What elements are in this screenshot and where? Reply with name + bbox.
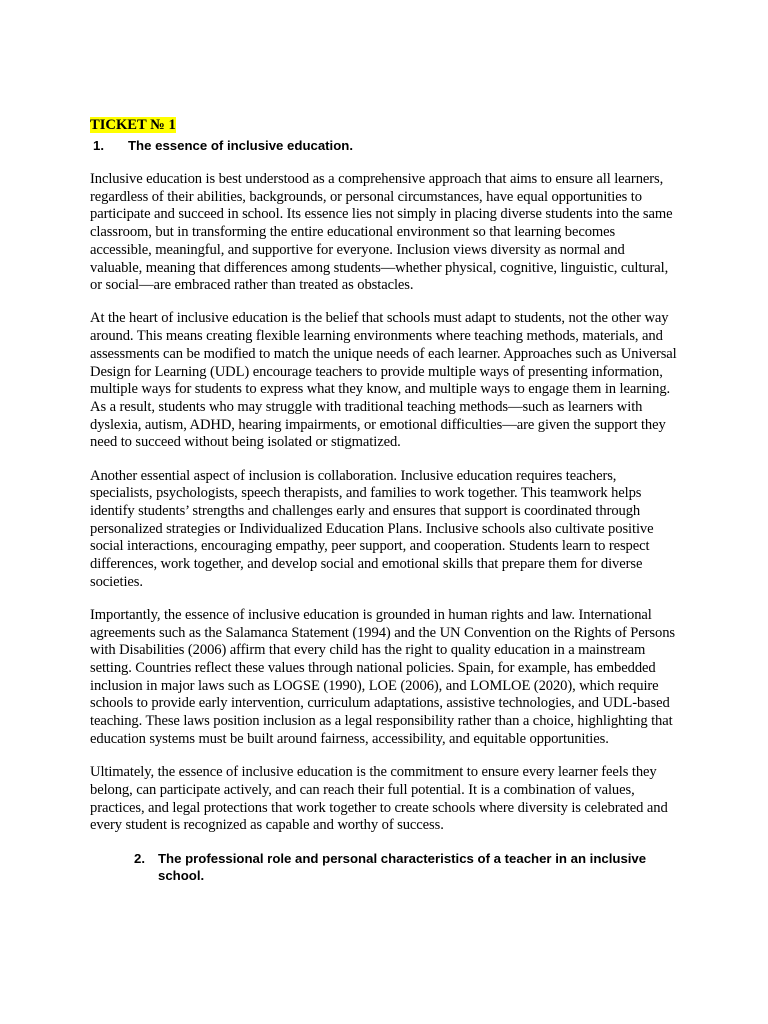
paragraph-1: Inclusive education is best understood as a comprehensive approach that aims to ensure all learners, regardless of their abilities, backgrounds, or personal circumstances, have equal opportunities to participate and succeed in school. Its essence lies not simply in placing diverse students into the same classroom, but in transforming the entire educational environment so that learning becomes accessible, meaningful, and supportive for everyone. Inclusion views diversity as normal and valuable, meaning that differences among students—whether physical, cognitive, linguistic, cultural, or social—are embraced rather than treated as obstacles. [90, 171, 673, 294]
paragraph-5: Ultimately, the essence of inclusive education is the commitment to ensure every learner feels they belong, can participate actively, and can reach their full potential. It is a combination of values, practices, and legal protections that work together to create schools where diversity is celebrated and every student is recognized as capable and worthy of success. [90, 764, 668, 834]
question-2-heading [134, 850, 680, 884]
ticket-heading [90, 116, 680, 135]
question-2-number: 2. [134, 851, 145, 867]
paragraph-3: Another essential aspect of inclusion is collaboration. Inclusive education requires teachers, specialists, psychologists, speech therapists, and families to work together. This teamwork helps identify students’ strengths and challenges early and ensures that support is coordinated through personalized strategies or Individualized Education Plans. Inclusive schools also cultivate positive social interactions, encouraging empathy, peer support, and cooperation. Students learn to respect differences, work together, and develop social and emotional skills that prepare them for diverse societies. [90, 467, 654, 590]
question-2-title: The professional role and personal characteristics of a teacher in an inclusive school. [158, 851, 647, 884]
document-body [90, 116, 680, 884]
question-1-number: 1. [93, 138, 104, 153]
question-1-title: The essence of inclusive education. [128, 138, 353, 153]
ticket-label: TICKET № 1 [90, 117, 176, 133]
paragraph-2: At the heart of inclusive education is the belief that schools must adapt to students, not the other way around. This means creating flexible learning environments where teaching methods, materials, and assessments can be modified to match the unique needs of each learner. Approaches such as Universal Design for Learning (UDL) encourage teachers to provide multiple ways of presenting information, multiple ways for students to express what they know, and multiple ways to engage them in learning. As a result, students who may struggle with traditional teaching methods—such as learners with dyslexia, autism, ADHD, hearing impairments, or emotional difficulties—are given the support they need to succeed without being isolated or stigmatized. [90, 310, 677, 451]
paragraph-4: Importantly, the essence of inclusive education is grounded in human rights and law. International agreements such as the Salamanca Statement (1994) and the UN Convention on the Rights of Persons with Disabilities (2006) affirm that every child has the right to quality education in a mainstream setting. Countries reflect these values through national policies. Spain, for example, has embedded inclusion in major laws such as LOGSE (1990), LOE (2006), and LOMLOE (2020), which require schools to provide early intervention, curriculum adaptations, assistive technologies, and UDL-based teaching. These laws position inclusion as a legal responsibility rather than a choice, highlighting that education systems must be built around fairness, accessibility, and equitable opportunities. [90, 606, 675, 747]
question-1-heading [90, 137, 680, 154]
